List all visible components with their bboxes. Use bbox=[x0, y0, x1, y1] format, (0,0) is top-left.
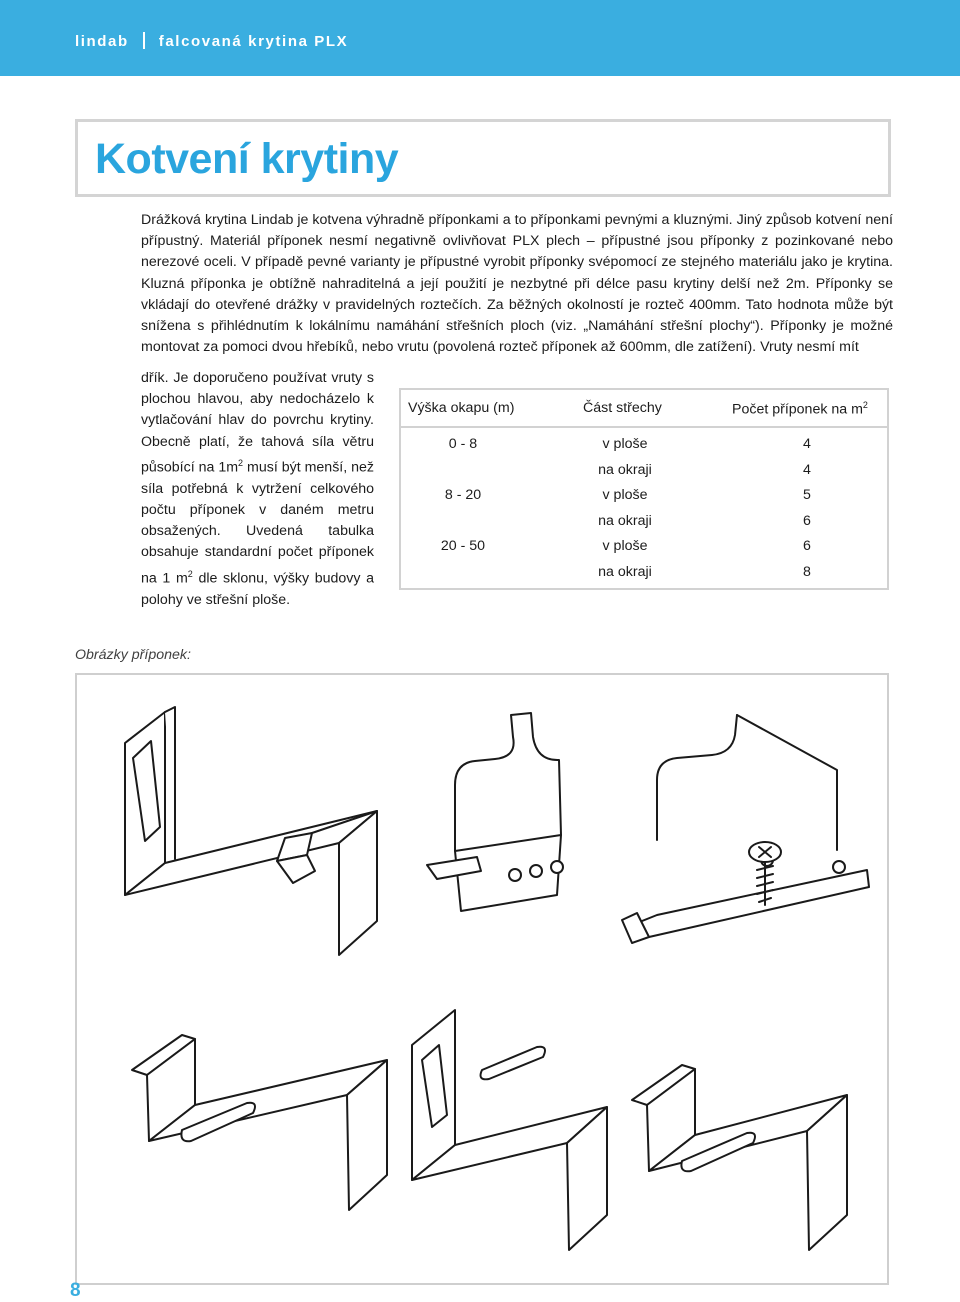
table-cell-part: na okraji bbox=[598, 462, 652, 478]
sliding-clip-slot-left-illustration bbox=[132, 1035, 387, 1210]
table-cell-height: 20 - 50 bbox=[440, 538, 486, 554]
page-title: Kotvení krytiny bbox=[95, 135, 399, 183]
table-cell-count: 4 bbox=[803, 462, 811, 478]
title-box bbox=[75, 119, 891, 197]
brand-name: lindab bbox=[75, 33, 129, 50]
table-cell-count: 4 bbox=[803, 436, 811, 452]
table-cell-height: 0 - 8 bbox=[448, 436, 478, 452]
table-header-count-sup: 2 bbox=[862, 400, 868, 410]
table-cell-count: 6 bbox=[803, 538, 811, 554]
table-cell-count: 5 bbox=[803, 487, 811, 503]
header-separator bbox=[143, 32, 145, 49]
table-header-part: Část střechy bbox=[583, 400, 662, 416]
side-text-part3: dle sklonu, výšky budovy a polohy ve střešní ploše. bbox=[141, 570, 375, 608]
table-cell-height: 8 - 20 bbox=[444, 487, 482, 503]
table-cell-count: 6 bbox=[803, 513, 811, 529]
table-header-count-text: Počet příponek na m bbox=[732, 401, 863, 418]
page-number: 8 bbox=[70, 1280, 81, 1301]
table-header-height: Výška okapu (m) bbox=[408, 400, 515, 416]
product-name: falcovaná krytina PLX bbox=[158, 33, 349, 50]
anchor-count-table bbox=[399, 388, 889, 590]
header-bar bbox=[0, 0, 960, 76]
side-text-part2: musí být menší, než síla potřebná k vytržení celkového počtu příponek v daném metru obsažených. Uvedená tabulka obsahuje standardní počet příponek na 1 m bbox=[141, 459, 375, 587]
fixed-clip-v-notch-illustration bbox=[125, 707, 377, 955]
table-header-row bbox=[401, 390, 887, 428]
intro-paragraph: Drážková krytina Lindab je kotvena výhradně příponkami a to příponkami pevnými a kluznými. Jiný způsob kotvení není přípustný. Materiál příponek nesmí negativně ovlivňovat PLX plech – přípustné jsou příponky z pozinkované nebo nerezové oceli. V případě pevné varianty je přípustné vyrobit příponky svépomocí ze stejného materiálu jako je krytina. Kluzná příponka je obtížně nahraditelná a její použití je nezbytné při délce pasu krytiny delší než 2m. Příponky se vkládají do otevřené drážky v pravidelných roztečích. Za běžných okolností je rozteč 400mm. Tato hodnota může být snížena s přihlédnutím k lokálnímu namáhání střešních ploch (viz. „Namáhání střešní plochy“). Příponky je možné montovat za pomoci dvou hřebíků, nebo vrutu (povolená rozteč příponek až 600mm, dle zatížení). Vruty nesmí mít bbox=[141, 212, 893, 356]
fixed-clip-v-notch-bottom-illustration bbox=[412, 1010, 607, 1250]
header-title bbox=[75, 32, 348, 50]
side-paragraph bbox=[141, 368, 374, 611]
anchor-clip-illustrations bbox=[75, 673, 889, 1285]
figures-caption: Obrázky příponek: bbox=[75, 647, 191, 663]
sliding-clip-holes-illustration bbox=[427, 713, 563, 911]
table-cell-part: v ploše bbox=[602, 487, 648, 503]
table-cell-part: v ploše bbox=[602, 436, 648, 452]
table-cell-count: 8 bbox=[803, 564, 811, 580]
side-text-sup2: 2 bbox=[187, 568, 193, 579]
table-cell-part: na okraji bbox=[598, 564, 652, 580]
table-cell-part: na okraji bbox=[598, 513, 652, 529]
table-cell-part: v ploše bbox=[602, 538, 648, 554]
screw-clip-illustration bbox=[622, 715, 869, 943]
side-text-part1: dřík. Je doporučeno používat vruty s plochou hlavou, aby nedocházelo k vytlačování hlav do povrchu krytiny. Obecně platí, že tahová síla větru působící na 1m bbox=[141, 370, 374, 476]
table-header-count bbox=[732, 400, 868, 418]
sliding-clip-slot-right-illustration bbox=[632, 1065, 847, 1250]
side-text-sup1: 2 bbox=[238, 457, 244, 468]
